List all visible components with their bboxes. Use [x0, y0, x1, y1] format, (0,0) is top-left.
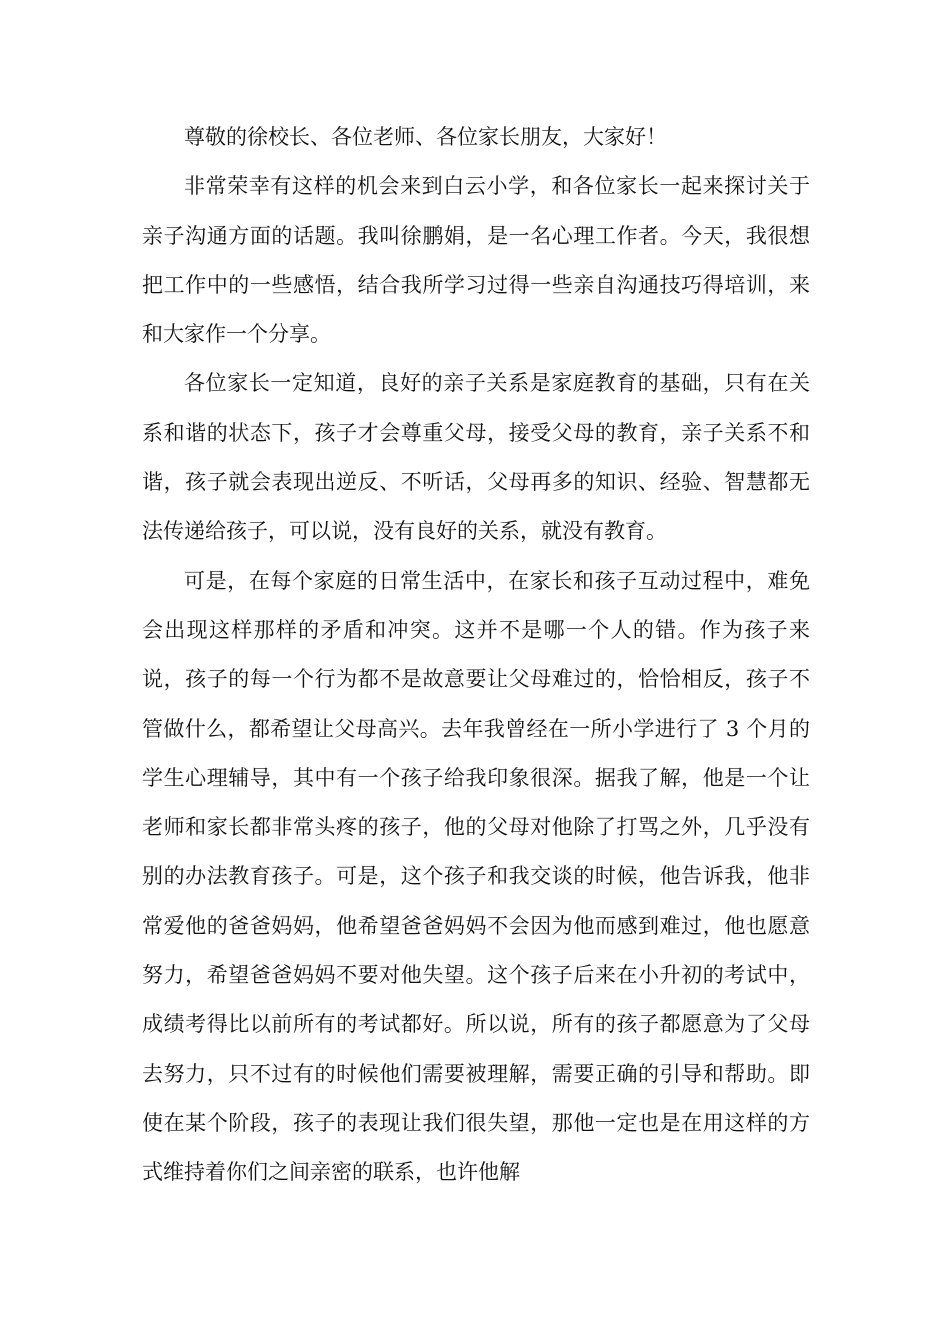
paragraph-introduction: 非常荣幸有这样的机会来到白云小学，和各位家长一起来探讨关于亲子沟通方面的话题。我叫徐鹏娟，是一名心理工作者。今天，我很想把工作中的一些感悟，结合我所学习过得一些亲自沟通技巧得培训，来和大家作一个分享。 — [142, 174, 810, 347]
document-body — [142, 113, 810, 1198]
paragraph-conflict-story: 可是，在每个家庭的日常生活中，在家长和孩子互动过程中，难免会出现这样那样的矛盾和冲突。这并不是哪一个人的错。作为孩子来说，孩子的每一个行为都不是故意要让父母难过的，恰恰相反，孩子不管做什么，都希望让父母高兴。去年我曾经在一所小学进行了 3 个月的学生心理辅导，其中有一个孩子给我印象很深。据我了解，他是一个让老师和家长都非常头疼的孩子，他的父母对他除了打骂之外，几乎没有别的办法教育孩子。可是，这个孩子和我交谈的时候，他告诉我，他非常爱他的爸爸妈妈，他希望爸爸妈妈不会因为他而感到难过，他也愿意努力，希望爸爸妈妈不要对他失望。这个孩子后来在小升初的考试中，成绩考得比以前所有的考试都好。所以说，所有的孩子都愿意为了父母去努力，只不过有的时候他们需要被理解，需要正确的引导和帮助。即使在某个阶段，孩子的表现让我们很失望，那他一定也是在用这样的方式维持着你们之间亲密的联系，也许他解 — [142, 568, 810, 1185]
paragraph-greeting: 尊敬的徐校长、各位老师、各位家长朋友，大家好！ — [184, 125, 667, 149]
paragraph-parent-child-relationship: 各位家长一定知道，良好的亲子关系是家庭教育的基础，只有在关系和谐的状态下，孩子才会尊重父母，接受父母的教育，亲子关系不和谐，孩子就会表现出逆反、不听话，父母再多的知识、经验、智慧都无法传递给孩子，可以说，没有良好的关系，就没有教育。 — [142, 371, 810, 544]
